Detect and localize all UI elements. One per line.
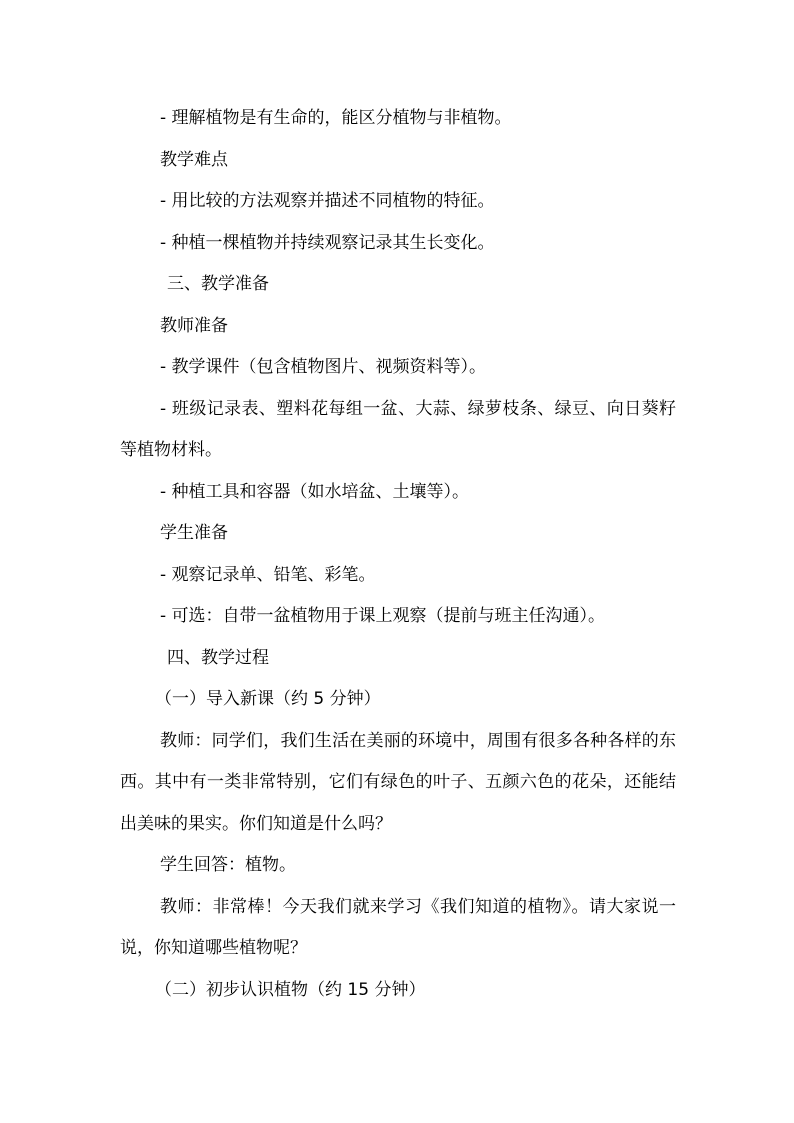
- preparation-item: - 可选：自带一盆植物用于课上观察（提前与班主任沟通）。: [160, 606, 606, 626]
- difficulty-item: - 用比较的方法观察并描述不同植物的特征。: [160, 191, 495, 211]
- heading-teaching-difficulties: 教学难点: [160, 149, 228, 170]
- dialogue-paragraph: 教师：同学们，我们生活在美丽的环境中，周围有很多各种各样的东西。其中有一类非常特别，它们有绿色的叶子、五颜六色的花朵，还能结出美味的果实。你们知道是什么吗？: [120, 730, 676, 834]
- preparation-item: - 班级记录表、塑料花每组一盆、大蒜、绿萝枝条、绿豆、向日葵籽等植物材料。: [120, 398, 676, 460]
- dialogue-paragraph: 教师：非常棒！今天我们就来学习《我们知道的植物》。请大家说一说，你知道哪些植物呢？: [120, 896, 676, 958]
- difficulty-item: - 种植一棵植物并持续观察记录其生长变化。: [160, 232, 495, 253]
- preparation-item: - 观察记录单、铅笔、彩笔。: [160, 564, 376, 585]
- section-heading-process: 四、教学过程: [167, 647, 269, 668]
- document-body: [120, 98, 676, 1011]
- objective-item: - 理解植物是有生命的，能区分植物与非植物。: [160, 108, 512, 128]
- heading-teacher-preparation: 教师准备: [160, 315, 228, 336]
- subsection-heading-intro: （一）导入新课（约 5 分钟）: [155, 689, 381, 709]
- subsection-heading-recognize: （二）初步认识植物（约 15 分钟）: [155, 979, 426, 1000]
- section-heading-preparation: 三、教学准备: [167, 274, 269, 294]
- preparation-item: - 教学课件（包含植物图片、视频资料等）。: [160, 357, 487, 377]
- dialogue-paragraph: 学生回答：植物。: [160, 855, 296, 875]
- heading-student-preparation: 学生准备: [160, 523, 228, 543]
- preparation-item: - 种植工具和容器（如水培盆、土壤等）。: [160, 481, 470, 502]
